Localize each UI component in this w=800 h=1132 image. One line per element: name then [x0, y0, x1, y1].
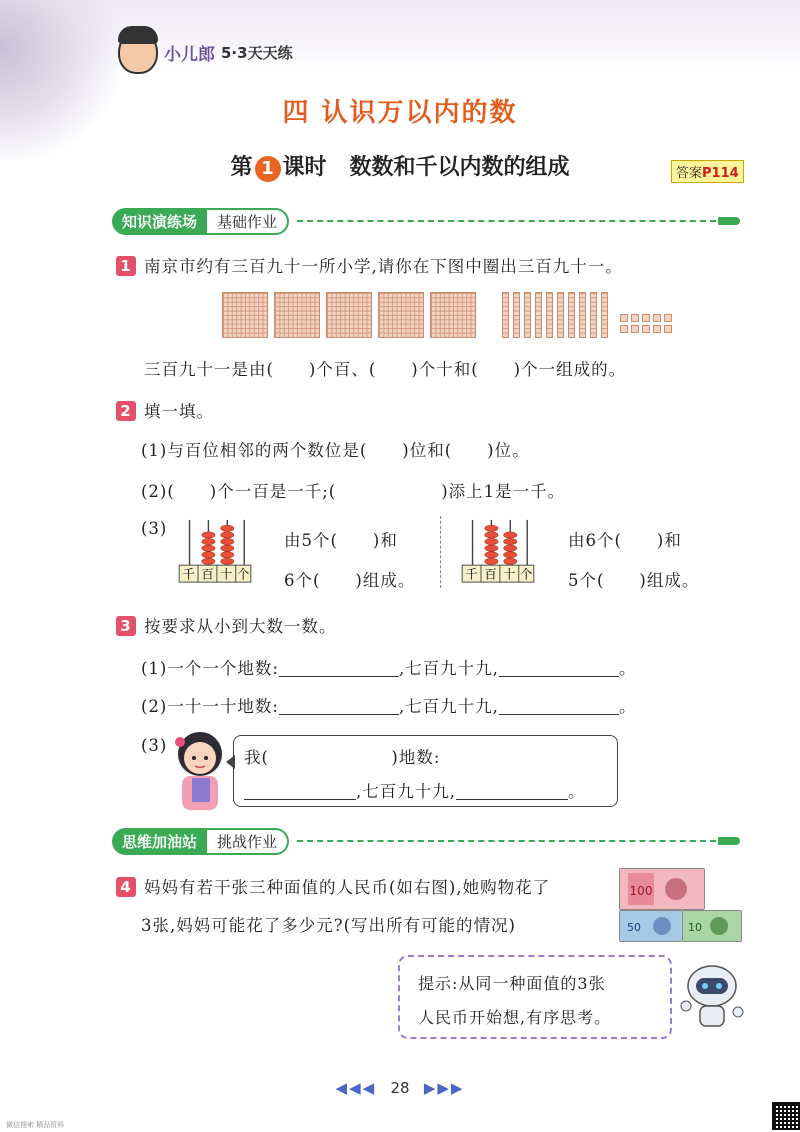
answer-blank[interactable] — [244, 783, 356, 800]
answer-blank[interactable] — [279, 660, 399, 677]
question-2-part-1[interactable]: (1)与百位相邻的两个数位是( )位和( )位。 — [141, 441, 530, 460]
bubble-mid: ,七百九十九, — [356, 782, 456, 801]
answer-tag — [671, 160, 744, 183]
abacus-bead — [221, 538, 234, 544]
abacus-label-thousands: 千 — [465, 567, 478, 582]
ten-rod[interactable] — [502, 292, 509, 338]
section-challenge — [112, 828, 740, 854]
section-divider — [297, 840, 716, 842]
abacus-label-hundreds: 百 — [484, 567, 497, 582]
prev-arrows-icon[interactable]: ◀◀◀ — [335, 1079, 377, 1097]
answer-label: 答案 — [676, 166, 703, 181]
question-2-text: 填一填。 — [144, 402, 214, 421]
next-arrows-icon[interactable]: ▶▶▶ — [423, 1079, 465, 1097]
hundred-block[interactable] — [326, 292, 372, 338]
speech-bubble-tail — [226, 755, 235, 769]
banknote-100-value: 100 — [629, 884, 653, 898]
abacus-bead — [221, 532, 234, 538]
bubble-line-2 — [244, 778, 586, 802]
ten-rod[interactable] — [524, 292, 531, 338]
banknote-100-icon — [619, 868, 705, 910]
one-cube[interactable] — [631, 314, 639, 322]
abacus-bead — [504, 538, 517, 544]
section-divider — [297, 220, 716, 222]
abacus-bead — [504, 532, 517, 538]
ten-rod[interactable] — [579, 292, 586, 338]
one-cube[interactable] — [653, 325, 661, 333]
abacus-right-text-2[interactable]: 5个( )组成。 — [568, 571, 700, 590]
one-cube[interactable] — [620, 325, 628, 333]
speech-bubble — [233, 735, 618, 807]
question-4 — [116, 874, 550, 898]
abacus-label-ones: 个 — [520, 567, 533, 582]
question-3 — [116, 613, 337, 637]
one-cube[interactable] — [664, 314, 672, 322]
abacus-bead — [221, 525, 234, 531]
question-3-part-3-label: (3) — [141, 736, 168, 755]
one-cube[interactable] — [642, 314, 650, 322]
question-4-line-1: 妈妈有若干张三种面值的人民币(如右图),她购物花了 — [144, 878, 551, 897]
ten-rod[interactable] — [590, 292, 597, 338]
bubble-line-1[interactable]: 我( )地数: — [244, 748, 441, 767]
one-cube[interactable] — [664, 325, 672, 333]
abacus-bead — [485, 538, 498, 544]
banknote-10-icon — [682, 910, 742, 942]
base-ten-blocks — [222, 292, 672, 338]
ten-rod[interactable] — [535, 292, 542, 338]
abacus-label-ones: 个 — [237, 567, 250, 582]
hundred-block[interactable] — [378, 292, 424, 338]
abacus-label-thousands: 千 — [182, 567, 195, 582]
question-1-text: 南京市约有三百九十一所小学,请你在下图中圈出三百九十一。 — [144, 257, 623, 276]
question-4-badge: 4 — [116, 877, 136, 897]
ten-rod[interactable] — [546, 292, 553, 338]
section-practice — [112, 208, 740, 234]
page-number: 28 — [390, 1079, 410, 1097]
section-practice-subtitle: 基础作业 — [207, 208, 289, 235]
hint-box — [398, 955, 672, 1039]
unit-title: 四 认识万以内的数 — [282, 98, 518, 128]
question-3-part-1 — [141, 655, 636, 679]
abacus-bead — [485, 558, 498, 564]
lesson-number: 1 — [255, 156, 281, 182]
abacus-bead — [221, 545, 234, 551]
hundred-block[interactable] — [222, 292, 268, 338]
abacus-label-hundreds: 百 — [201, 567, 214, 582]
question-3-part-2 — [141, 693, 636, 717]
hundred-block[interactable] — [274, 292, 320, 338]
robot-icon — [676, 960, 746, 1034]
lesson-suffix: 课时 — [282, 155, 327, 180]
section-practice-tag: 知识演练场 — [112, 208, 207, 235]
hint-line-2: 人民币开始想,有序思考。 — [418, 1008, 612, 1027]
abacus-label-tens: 十 — [220, 567, 233, 582]
ten-rod[interactable] — [513, 292, 520, 338]
answer-blank[interactable] — [456, 783, 568, 800]
abacus-right — [459, 518, 537, 584]
abacus-left-text-2[interactable]: 6个( )组成。 — [284, 571, 416, 590]
girl-illustration-icon — [166, 728, 236, 814]
question-1 — [116, 253, 623, 277]
page-curl — [0, 0, 120, 160]
abacus-bead — [504, 552, 517, 558]
question-1-answer[interactable]: 三百九十一是由( )个百、( )个十和( )个一组成的。 — [144, 360, 627, 379]
abacus-left — [176, 518, 254, 584]
abacus-bead — [485, 552, 498, 558]
count-end: 。 — [618, 697, 637, 716]
question-3-badge: 3 — [116, 616, 136, 636]
abacus-bead — [221, 552, 234, 558]
brand-series: 5·3天天练 — [221, 43, 293, 62]
ten-rod[interactable] — [568, 292, 575, 338]
ten-rod[interactable] — [557, 292, 564, 338]
hint-line-1: 提示:从同一种面值的3张 — [418, 974, 606, 993]
abacus-left-text-1[interactable]: 由5个( )和 — [284, 531, 398, 550]
question-2-badge: 2 — [116, 401, 136, 421]
ten-rod[interactable] — [601, 292, 608, 338]
abacus-bead — [202, 558, 215, 564]
abacus-divider — [440, 516, 441, 588]
count-by-tens-label: (2)一十一十地数: — [141, 697, 279, 716]
answer-blank[interactable] — [279, 698, 399, 715]
count-end: 。 — [618, 659, 637, 678]
banknote-10-value: 10 — [688, 921, 702, 934]
abacus-bead — [485, 525, 498, 531]
lesson-prefix: 第 — [230, 155, 253, 180]
pagination — [0, 1079, 800, 1097]
answer-page: P114 — [702, 166, 739, 181]
question-2 — [116, 398, 214, 422]
abacus-bead — [202, 532, 215, 538]
count-mid: ,七百九十九, — [398, 659, 499, 678]
brand-mascot-icon — [118, 30, 158, 74]
one-cube[interactable] — [620, 314, 628, 322]
section-challenge-subtitle: 挑战作业 — [207, 828, 289, 855]
pencil-icon — [718, 837, 740, 845]
one-cube[interactable] — [631, 325, 639, 333]
abacus-bead — [504, 545, 517, 551]
one-cube[interactable] — [642, 325, 650, 333]
question-3-text: 按要求从小到大数一数。 — [144, 617, 337, 636]
brand-name: 小儿郎 — [164, 44, 215, 65]
abacus-bead — [202, 538, 215, 544]
bubble-end: 。 — [568, 782, 586, 801]
question-2-part-2[interactable]: (2)( )个一百是一千;( )添上1是一千。 — [141, 482, 566, 501]
abacus-label-tens: 十 — [503, 567, 516, 582]
answer-blank[interactable] — [499, 698, 619, 715]
pencil-icon — [718, 217, 740, 225]
abacus-bead — [202, 545, 215, 551]
abacus-right-text-1[interactable]: 由6个( )和 — [568, 531, 682, 550]
answer-blank[interactable] — [499, 660, 619, 677]
count-mid: ,七百九十九, — [398, 697, 499, 716]
footer-watermark: 微信搜索 精品资料 — [6, 1121, 65, 1129]
abacus-bead — [202, 552, 215, 558]
banknote-50-value: 50 — [627, 921, 641, 934]
question-2-part-3-label: (3) — [141, 519, 168, 538]
qr-code-icon — [772, 1102, 800, 1130]
abacus-bead — [504, 558, 517, 564]
section-challenge-tag: 思维加油站 — [112, 828, 207, 855]
brand — [118, 30, 293, 74]
abacus-bead — [221, 558, 234, 564]
abacus-bead — [485, 532, 498, 538]
banknote-50-icon — [619, 910, 683, 942]
count-by-ones-label: (1)一个一个地数: — [141, 659, 279, 678]
question-1-badge: 1 — [116, 256, 136, 276]
question-4-line-2: 3张,妈妈可能花了多少元?(写出所有可能的情况) — [141, 916, 516, 935]
abacus-bead — [485, 545, 498, 551]
one-cube[interactable] — [653, 314, 661, 322]
hundred-block[interactable] — [430, 292, 476, 338]
lesson-name: 数数和千以内数的组成 — [349, 155, 570, 180]
